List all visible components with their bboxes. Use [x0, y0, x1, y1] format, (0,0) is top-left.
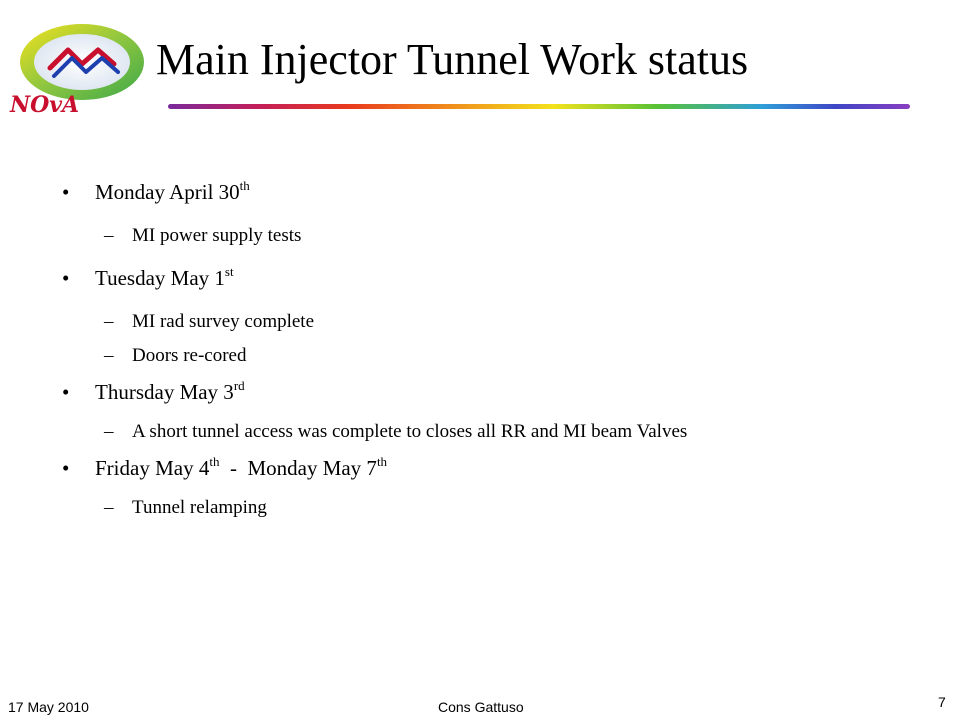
page-number: 7 — [938, 694, 946, 710]
slide-title: Main Injector Tunnel Work status — [156, 35, 749, 84]
sub-item — [60, 346, 920, 368]
bullet-text-suffix: - Monday May 7 — [219, 456, 377, 480]
footer-date: 17 May 2010 — [8, 699, 89, 715]
dash-icon: – — [104, 311, 114, 332]
bullet-superscript: st — [224, 264, 234, 279]
bullet-icon: • — [62, 456, 70, 480]
dash-icon: – — [104, 421, 114, 442]
bullet-text: Thursday May 3 — [95, 380, 234, 404]
sub-item-text: A short tunnel access was complete to closes all RR and MI beam Valves — [132, 421, 688, 442]
sub-item-text: Tunnel relamping — [132, 497, 267, 518]
bullet-item — [60, 178, 920, 206]
bullet-superscript: th — [209, 454, 220, 469]
dash-icon: – — [104, 345, 114, 366]
sub-item-text: MI rad survey complete — [132, 311, 315, 332]
bullet-superscript: th — [239, 178, 250, 193]
footer-author: Cons Gattuso — [438, 699, 524, 715]
dash-icon: – — [104, 225, 114, 246]
sub-item — [60, 498, 920, 520]
sub-item — [60, 312, 920, 334]
bullet-superscript-2: th — [376, 454, 388, 469]
title-divider — [168, 104, 910, 109]
bullet-icon: • — [62, 180, 70, 204]
bullet-icon: • — [62, 266, 70, 290]
bullet-item — [60, 454, 920, 482]
bullet-superscript: rd — [233, 378, 245, 393]
bullet-list — [60, 170, 920, 520]
sub-item — [60, 226, 920, 248]
sub-item — [60, 422, 920, 444]
bullet-icon: • — [62, 380, 70, 404]
logo-text: NOvA — [10, 92, 80, 118]
bullet-item — [60, 264, 920, 292]
nova-logo — [6, 20, 154, 120]
dash-icon: – — [104, 497, 114, 518]
bullet-text: Friday May 4 — [95, 456, 210, 480]
bullet-text: Tuesday May 1 — [95, 266, 225, 290]
sub-item-text: MI power supply tests — [132, 225, 302, 246]
bullet-text: Monday April 30 — [95, 180, 240, 204]
bullet-item — [60, 378, 920, 406]
sub-item-text: Doors re-cored — [132, 345, 247, 366]
